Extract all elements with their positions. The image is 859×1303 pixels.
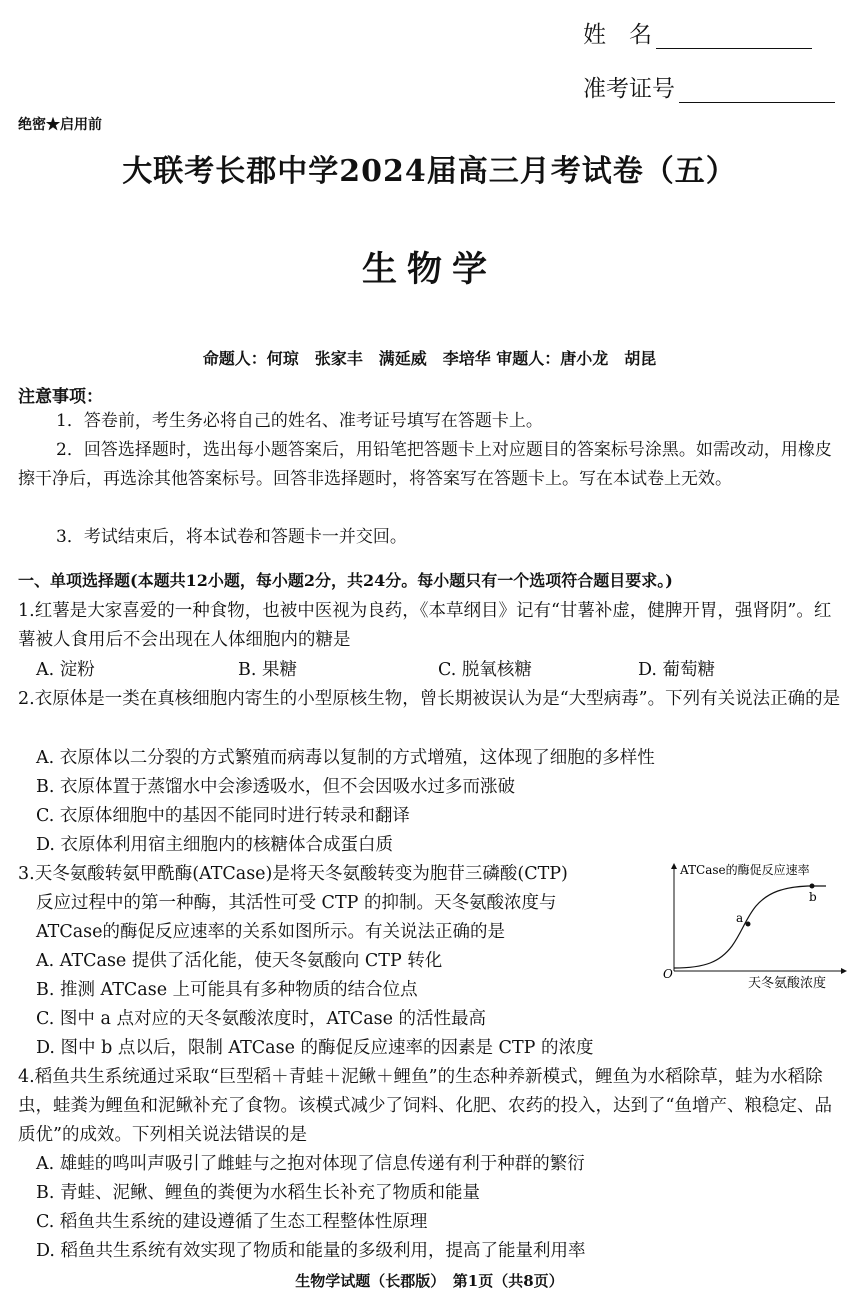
note-item-3: 3．考试结束后，将本试卷和答题卡一并交回。: [56, 527, 407, 547]
q3-option-d[interactable]: D. 图中 b 点以后，限制 ATCase 的酶促反应速率的因素是 CTP 的浓度: [36, 1038, 594, 1058]
id-blank[interactable]: [679, 78, 835, 103]
origin-label: O: [663, 967, 673, 981]
question-2-stem: 2.衣原体是一类在真核细胞内寄生的小型原核生物，曾长期被误认为是“大型病毒”。下列有关说法正确的是: [18, 689, 841, 709]
name-blank[interactable]: [656, 24, 812, 49]
question-3-stem-line-3: ATCase的酶促反应速率的关系如图所示。有关说法正确的是: [36, 922, 506, 942]
rate-curve: [674, 886, 826, 968]
q3-option-b[interactable]: B. 推测 ATCase 上可能具有多种物质的结合位点: [36, 980, 418, 1000]
id-field-row: [583, 70, 835, 103]
q3-option-a[interactable]: A. ATCase 提供了活化能，使天冬氨酸向 CTP 转化: [36, 951, 443, 971]
q4-option-c[interactable]: C. 稻鱼共生系统的建设遵循了生态工程整体性原理: [36, 1212, 428, 1232]
section-heading: 一、单项选择题(本题共12小题，每小题2分，共24分。每小题只有一个选项符合题目要求。): [18, 571, 673, 590]
q1-option-d[interactable]: D. 葡萄糖: [638, 660, 716, 680]
q1-option-b[interactable]: B. 果糖: [238, 660, 297, 680]
page-footer: 生物学试题（长郡版） 第1页（共8页）: [295, 1272, 564, 1290]
notes-heading: 注意事项：: [18, 387, 103, 407]
q1-option-a[interactable]: A. 淀粉: [36, 660, 95, 680]
point-a-label: a: [736, 911, 744, 925]
point-a-marker: [746, 922, 751, 927]
question-3-stem-line-1: 3.天冬氨酸转氨甲酰酶(ATCase)是将天冬氨酸转变为胞苷三磷酸(CTP): [18, 864, 568, 884]
q4-option-b[interactable]: B. 青蛙、泥鳅、鲤鱼的粪便为水稻生长补充了物质和能量: [36, 1183, 480, 1203]
q3-option-c[interactable]: C. 图中 a 点对应的天冬氨酸浓度时，ATCase 的活性最高: [36, 1009, 487, 1029]
question-3-stem-line-2: 反应过程中的第一种酶，其活性可受 CTP 的抑制。天冬氨酸浓度与: [36, 893, 557, 913]
x-axis-label: 天冬氨酸浓度: [748, 976, 827, 991]
note-item-1: 1．答卷前，考生务必将自己的姓名、准考证号填写在答题卡上。: [56, 411, 543, 431]
name-field-row: [583, 16, 812, 49]
id-label: 准考证号: [583, 76, 675, 102]
authors-line: 命题人：何琼 张家丰 满延威 李培华 审题人：唐小龙 胡昆: [202, 349, 657, 368]
q2-option-d[interactable]: D. 衣原体利用宿主细胞内的核糖体合成蛋白质: [36, 835, 394, 855]
y-axis-label: ATCase的酶促反应速率: [680, 863, 810, 877]
point-b-marker: [810, 884, 815, 889]
q4-option-d[interactable]: D. 稻鱼共生系统有效实现了物质和能量的多级利用，提高了能量利用率: [36, 1241, 586, 1261]
q4-option-a[interactable]: A. 雄蛙的鸣叫声吸引了雌蛙与之抱对体现了信息传递有利于种群的繁衍: [36, 1154, 585, 1174]
note-item-2: 2．回答选择题时，选出每小题答案后，用铅笔把答题卡上对应题目的答案标号涂黑。如需改动，用橡皮擦干净后，再选涂其他答案标号。回答非选择题时，将答案写在答题卡上。写在本试卷上无效。: [18, 440, 832, 489]
question-4-stem: 4.稻鱼共生系统通过采取“巨型稻＋青蛙＋泥鳅＋鲤鱼”的生态种养新模式，鲤鱼为水稻除草，蛙为水稻除虫，蛙粪为鲤鱼和泥鳅补充了食物。该模式减少了饲料、化肥、农药的投入，达到了“鱼增产、粮稳定、品质优”的成效。下列相关说法错误的是: [18, 1067, 832, 1145]
exam-title: 大联考长郡中学2024届高三月考试卷（五）: [122, 154, 737, 189]
q2-option-a[interactable]: A. 衣原体以二分裂的方式繁殖而病毒以复制的方式增殖，这体现了细胞的多样性: [36, 748, 655, 768]
point-b-label: b: [809, 890, 817, 904]
secret-label: 绝密★启用前: [18, 117, 102, 133]
q2-option-b[interactable]: B. 衣原体置于蒸馏水中会渗透吸水，但不会因吸水过多而涨破: [36, 777, 515, 797]
q1-option-c[interactable]: C. 脱氧核糖: [438, 660, 532, 680]
enzyme-rate-figure: [660, 856, 850, 991]
subject-title: 生物学: [361, 250, 497, 290]
question-1-stem: 1.红薯是大家喜爱的一种食物，也被中医视为良药，《本草纲目》记有“甘薯补虚，健脾开胃，强肾阴”。红薯被人食用后不会出现在人体细胞内的糖是: [18, 601, 832, 650]
q2-option-c[interactable]: C. 衣原体细胞中的基因不能同时进行转录和翻译: [36, 806, 410, 826]
name-label: 姓 名: [583, 22, 652, 48]
